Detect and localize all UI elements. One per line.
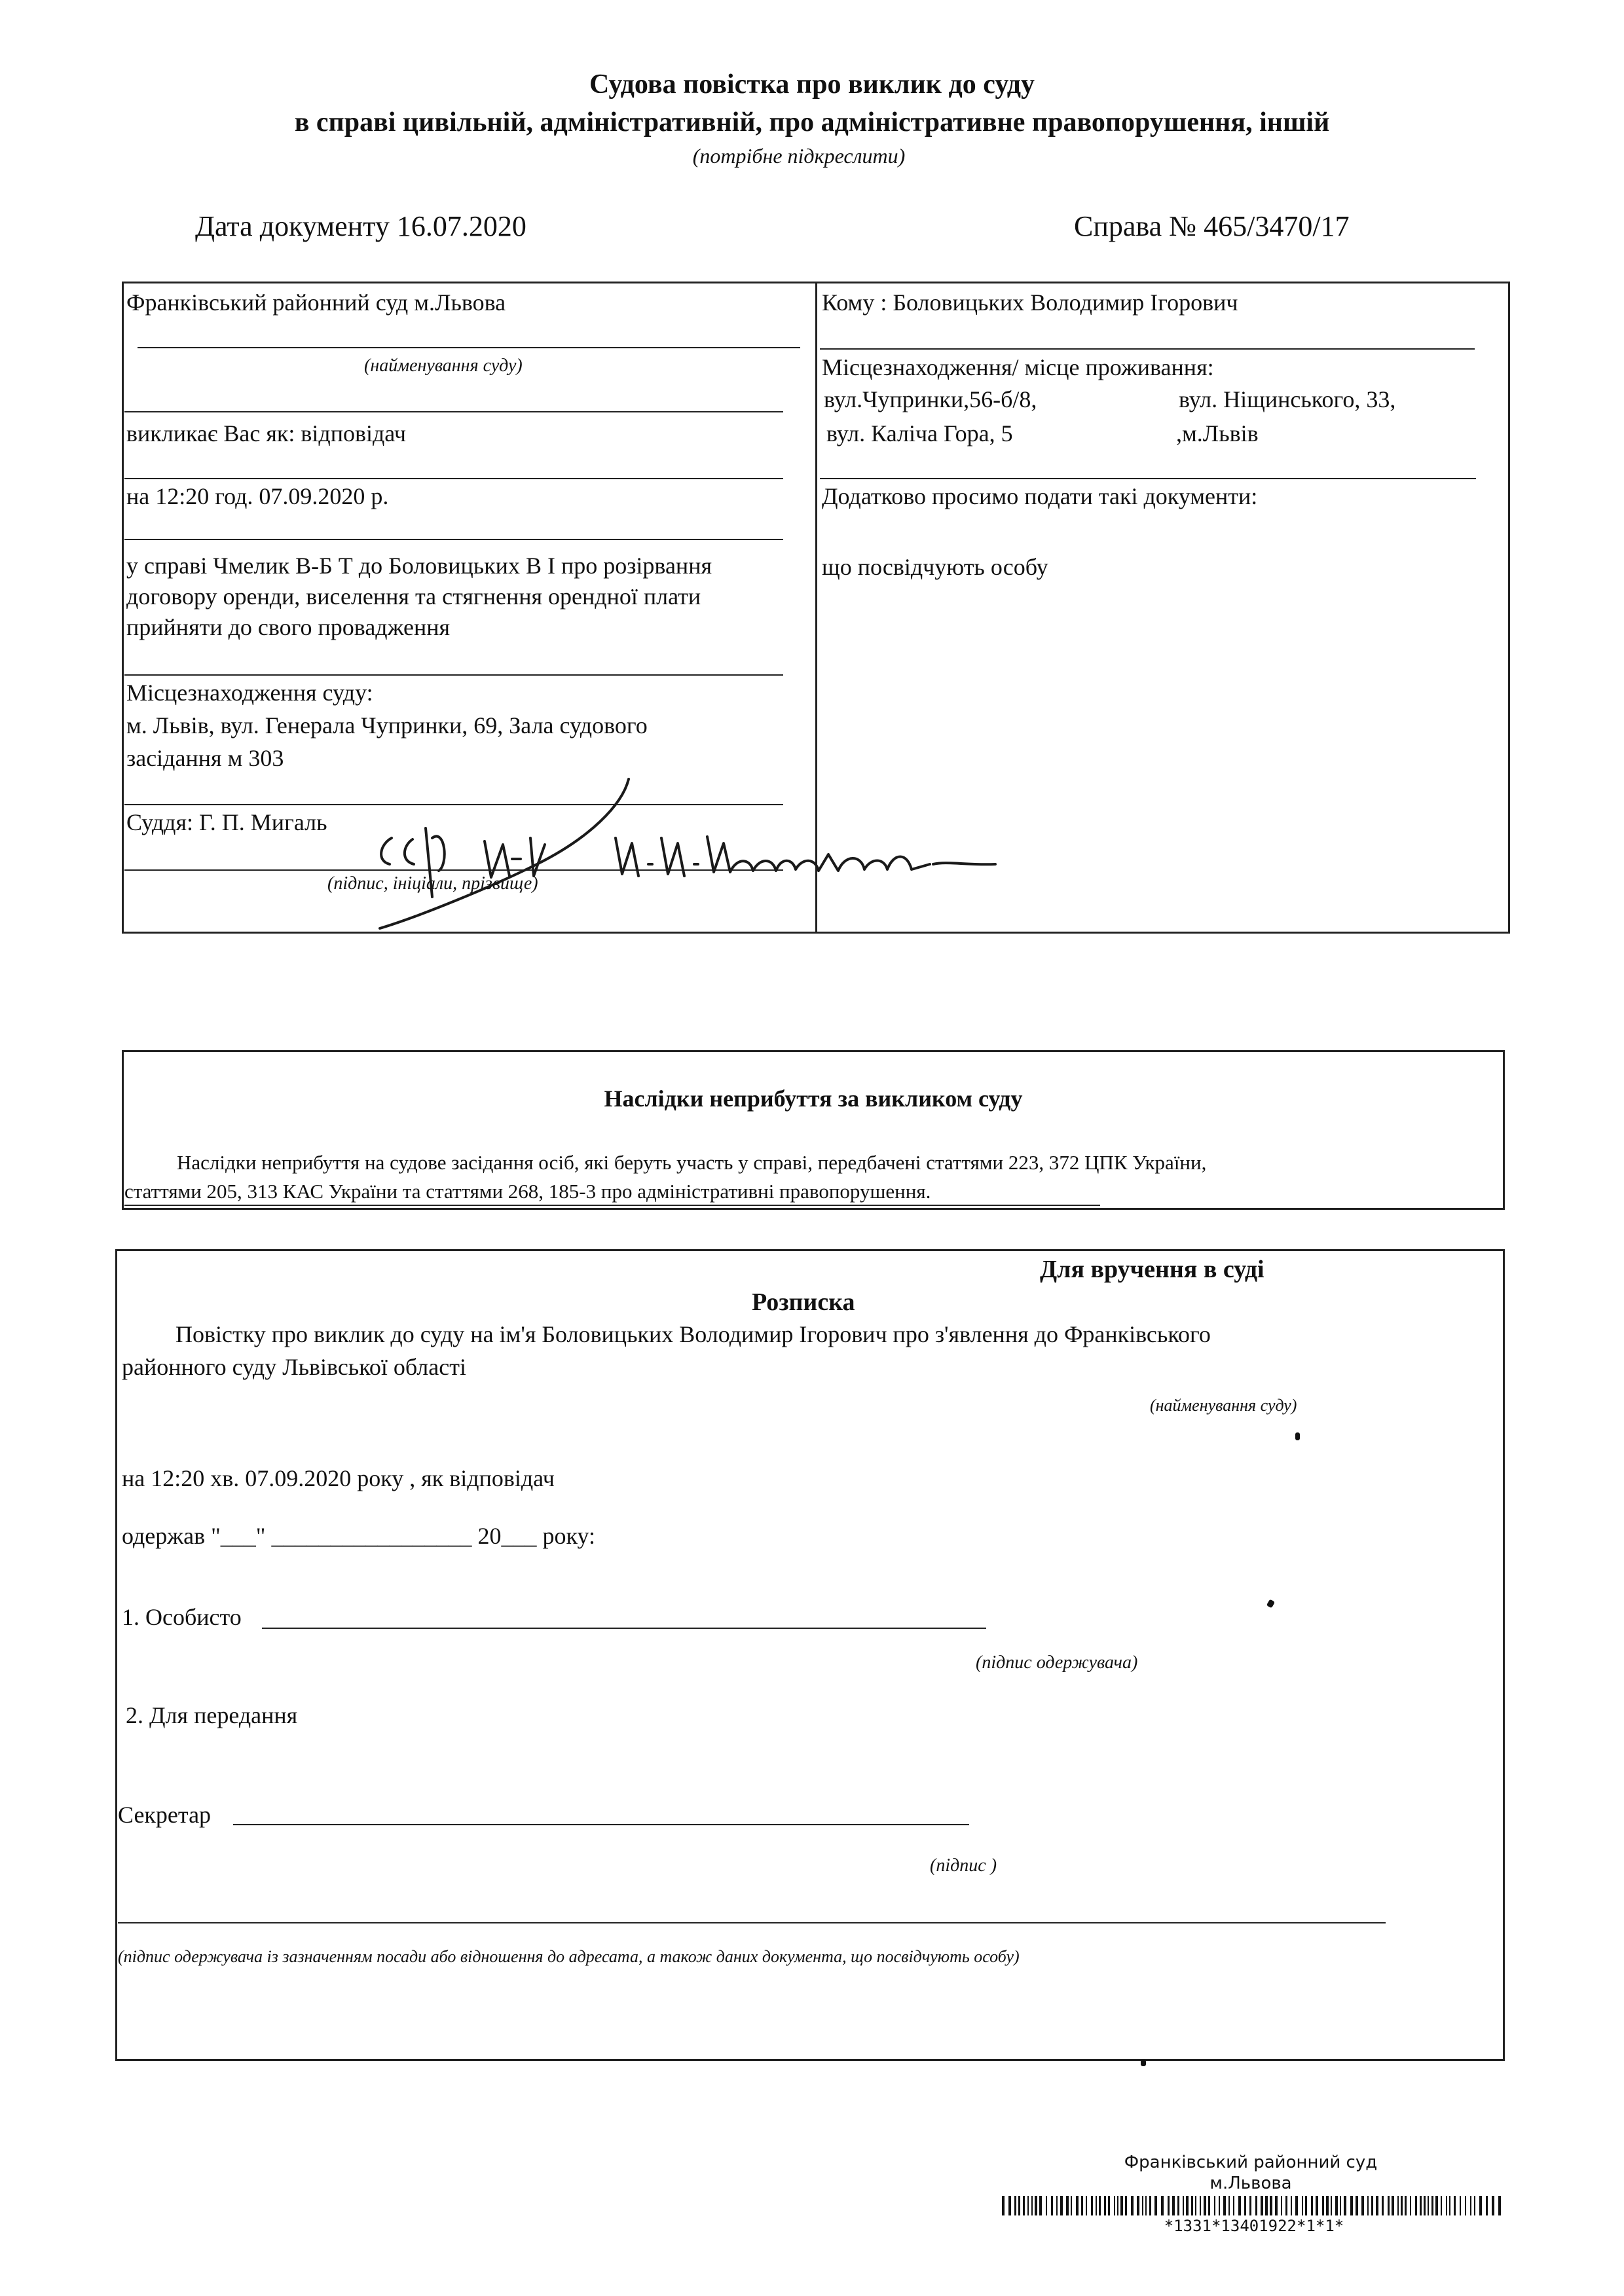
receipt-court-hint: (найменування суду): [1150, 1396, 1297, 1415]
barcode-bar: [1228, 2196, 1230, 2215]
barcode-bar: [1335, 2196, 1338, 2215]
barcode-bar: [1195, 2196, 1196, 2215]
barcode-bar: [1142, 2196, 1143, 2215]
handwritten-signature: [341, 766, 1022, 936]
barcode-bar: [1056, 2196, 1058, 2215]
barcode-bar: [1316, 2196, 1318, 2215]
barcode-bar: [1091, 2196, 1093, 2215]
barcode-bar: [1154, 2196, 1157, 2215]
receipt-footer-hint: (підпис одержувача із зазначенням посади або відношення до адресата, а також даних документа, що посвідчують особу): [118, 1947, 1020, 1966]
judge-name: Суддя: Г. П. Мигаль: [126, 809, 327, 835]
barcode-bar: [1149, 2196, 1151, 2215]
barcode-bar: [1428, 2196, 1429, 2215]
barcode-bar: [1441, 2196, 1442, 2215]
barcode-bar: [1214, 2196, 1215, 2215]
barcode-bar: [1076, 2196, 1079, 2215]
barcode-bar: [1356, 2196, 1358, 2215]
court-name-rule: [138, 347, 800, 348]
barcode-bar: [1120, 2196, 1123, 2215]
barcode-bar: [1186, 2196, 1189, 2215]
recipient-name: Кому : Боловицьких Володимир Ігорович: [822, 289, 1238, 316]
receipt-for-court: Для вручення в суді: [1040, 1256, 1264, 1283]
barcode-bar: [1249, 2196, 1251, 2215]
barcode-bar: [1161, 2196, 1164, 2215]
barcode-bar: [1099, 2196, 1101, 2215]
stamp-court-line1: Франківський районний суд: [1124, 2153, 1378, 2172]
recipient-address-a1: вул.Чупринки,56-б/8,: [824, 386, 1037, 412]
barcode-bar: [1002, 2196, 1005, 2215]
barcode-bar: [1382, 2196, 1384, 2215]
receipt-personally-label: 1. Особисто: [122, 1604, 242, 1630]
consequences-title: Наслідки неприбуття за викликом суду: [604, 1085, 1023, 1112]
barcode-bar: [1265, 2196, 1268, 2215]
judge-signature-hint: (підпис, ініціали, прізвище): [327, 873, 538, 894]
barcode-bar: [1081, 2196, 1083, 2215]
barcode-bar: [1401, 2196, 1403, 2215]
summons-role: викликає Вас як: відповідач: [126, 420, 406, 446]
barcode-bar: [1331, 2196, 1332, 2215]
barcode-bar: [1367, 2196, 1369, 2215]
recipient-signature-hint: (підпис одержувача): [976, 1652, 1138, 1673]
case-description-line2: договору оренди, виселення та стягнення орендної плати: [126, 583, 701, 610]
barcode-bar: [1270, 2196, 1272, 2215]
barcode-bar: [1470, 2196, 1471, 2215]
barcode-bar: [1039, 2196, 1042, 2215]
receipt-text-line1: Повістку про виклик до суду на ім'я Боловицьких Володимир Ігорович про з'явлення до Франківського: [175, 1321, 1211, 1347]
barcode-bar: [1191, 2196, 1193, 2215]
ink-dot: [1295, 1432, 1300, 1440]
consequences-line2: статтями 205, 313 КАС України та статтями 268, 185-3 про адміністративні правопорушення.: [124, 1180, 931, 1203]
case-description-line1: у справі Чмелик В-Б Т до Боловицьких В І про розірвання: [126, 553, 712, 579]
barcode-bar: [1397, 2196, 1399, 2215]
barcode-bar: [1014, 2196, 1016, 2215]
document-subtitle: в справі цивільній, адміністративній, про адміністративне правопорушення, іншій: [294, 107, 1330, 137]
barcode-bar: [1465, 2196, 1466, 2215]
barcode-bar: [1204, 2196, 1206, 2215]
barcode-bar: [1376, 2196, 1378, 2215]
barcode-bar: [1200, 2196, 1201, 2215]
court-hint-rule: [124, 411, 783, 412]
court-name: Франківський районний суд м.Львова: [126, 289, 506, 316]
barcode-bar: [1117, 2196, 1118, 2215]
barcode-bar: [1275, 2196, 1278, 2215]
barcode-bar: [1051, 2196, 1053, 2215]
barcode-bar: [1479, 2196, 1482, 2215]
barcode-bar: [1302, 2196, 1303, 2215]
recipient-address-rule: [820, 478, 1476, 479]
barcode-bar: [1177, 2196, 1179, 2215]
additional-docs-label: Додатково просимо подати такі документи:: [822, 483, 1258, 509]
barcode-bar: [1305, 2196, 1307, 2215]
barcode-bar: [1046, 2196, 1047, 2215]
barcode-bar: [1223, 2196, 1226, 2215]
barcode-bar: [1449, 2196, 1450, 2215]
recipient-address-label: Місцезнаходження/ місце проживання:: [822, 354, 1214, 380]
barcode-bar: [1295, 2196, 1298, 2215]
barcode-bar: [1420, 2196, 1422, 2215]
receipt-personally-rule: [262, 1628, 986, 1629]
barcode-bar: [1071, 2196, 1072, 2215]
case-description-rule: [124, 674, 783, 676]
barcode-bar: [1131, 2196, 1134, 2215]
barcode-bar: [1371, 2196, 1373, 2215]
barcode-bar: [1344, 2196, 1346, 2215]
barcode-bar: [1219, 2196, 1220, 2215]
consequences-line1: Наслідки неприбуття на судове засідання осіб, які беруть участь у справі, передбачені статтями 223, 372 ЦПК України,: [177, 1151, 1207, 1174]
barcode-bar: [1104, 2196, 1106, 2215]
court-location-label: Місцезнаходження суду:: [126, 680, 373, 706]
receipt-text-line2: районного суду Львівської області: [122, 1354, 466, 1380]
barcode-bar: [1486, 2196, 1488, 2215]
barcode-bar: [1311, 2196, 1313, 2215]
receipt-transfer-label: 2. Для передання: [126, 1702, 298, 1728]
barcode-bar: [1108, 2196, 1110, 2215]
underline-hint: (потрібне підкреслити): [692, 144, 906, 168]
barcode-bar: [1027, 2196, 1029, 2215]
document-title: Судова повістка про виклик до суду: [589, 69, 1035, 100]
barcode-bar: [1431, 2196, 1433, 2215]
barcode-bar: [1460, 2196, 1461, 2215]
case-number: Справа № 465/3470/17: [1074, 210, 1350, 242]
barcode-bar: [1405, 2196, 1407, 2215]
barcode-code: *1331*13401922*1*1*: [1164, 2217, 1344, 2235]
stamp-court-line2: м.Львова: [1209, 2174, 1292, 2193]
barcode-bar: [1255, 2196, 1257, 2215]
hearing-time: на 12:20 год. 07.09.2020 р.: [126, 483, 389, 509]
hearing-time-rule: [124, 539, 783, 540]
barcode-bar: [1008, 2196, 1011, 2215]
barcode-bar: [1114, 2196, 1115, 2215]
recipient-rule: [820, 348, 1475, 350]
barcode-bar: [1208, 2196, 1210, 2215]
barcode-bar: [1322, 2196, 1324, 2215]
barcode-bar: [1238, 2196, 1241, 2215]
barcode-bar: [1137, 2196, 1139, 2215]
barcode-bar: [1125, 2196, 1127, 2215]
barcode-bar: [1388, 2196, 1390, 2215]
summons-role-rule: [124, 478, 783, 479]
barcode-bar: [1492, 2196, 1494, 2215]
barcode-bar: [1435, 2196, 1438, 2215]
barcode-bar: [1454, 2196, 1456, 2215]
receipt-secretary-label: Секретар: [118, 1802, 212, 1828]
barcode-bar: [1285, 2196, 1287, 2215]
barcode-bar: [1168, 2196, 1170, 2215]
barcode-bar: [1183, 2196, 1184, 2215]
recipient-address-b2: ,м.Львів: [1176, 420, 1259, 446]
case-description-line3: прийняти до свого провадження: [126, 614, 451, 640]
barcode-bar: [1291, 2196, 1292, 2215]
barcode-bar: [1172, 2196, 1175, 2215]
barcode-bar: [1145, 2196, 1147, 2215]
barcode-bar: [1392, 2196, 1394, 2215]
receipt-hearing-time: на 12:20 хв. 07.09.2020 року , як відповідач: [122, 1465, 555, 1491]
receipt-footer-rule: [118, 1922, 1386, 1923]
court-location-line2: засідання м 303: [126, 745, 284, 771]
barcode: [1002, 2196, 1506, 2215]
barcode-bar: [1233, 2196, 1234, 2215]
barcode-bar: [1261, 2196, 1263, 2215]
barcode-bar: [1446, 2196, 1447, 2215]
barcode-bar: [1415, 2196, 1417, 2215]
barcode-bar: [1498, 2196, 1501, 2215]
barcode-bar: [1244, 2196, 1246, 2215]
barcode-bar: [1066, 2196, 1069, 2215]
recipient-address-b1: вул. Ніщинського, 33,: [1179, 386, 1396, 412]
ink-dot: [1141, 2060, 1146, 2066]
barcode-bar: [1096, 2196, 1097, 2215]
receipt-received-line: одержав "___" _________________ 20___ року:: [122, 1523, 596, 1549]
barcode-bar: [1018, 2196, 1020, 2215]
recipient-address-a2: вул. Каліча Гора, 5: [826, 420, 1013, 446]
barcode-bar: [1350, 2196, 1353, 2215]
court-location-line1: м. Львів, вул. Генерала Чупринки, 69, Зала судового: [126, 712, 648, 738]
barcode-bar: [1086, 2196, 1087, 2215]
barcode-bar: [1281, 2196, 1282, 2215]
barcode-bar: [1023, 2196, 1025, 2215]
barcode-bar: [1474, 2196, 1475, 2215]
barcode-bar: [1424, 2196, 1426, 2215]
document-date: Дата документу 16.07.2020: [195, 210, 526, 242]
receipt-title: Розписка: [752, 1288, 855, 1316]
additional-docs-value: що посвідчують особу: [822, 554, 1048, 580]
barcode-bar: [1035, 2196, 1037, 2215]
receipt-secretary-rule: [233, 1824, 969, 1825]
secretary-signature-hint: (підпис ): [930, 1855, 997, 1876]
consequences-underline: [124, 1205, 1100, 1206]
barcode-bar: [1410, 2196, 1411, 2215]
barcode-bar: [1326, 2196, 1329, 2215]
barcode-bar: [1361, 2196, 1364, 2215]
barcode-bar: [1340, 2196, 1341, 2215]
barcode-bar: [1060, 2196, 1063, 2215]
court-name-hint: (найменування суду): [364, 355, 523, 376]
barcode-bar: [1031, 2196, 1033, 2215]
